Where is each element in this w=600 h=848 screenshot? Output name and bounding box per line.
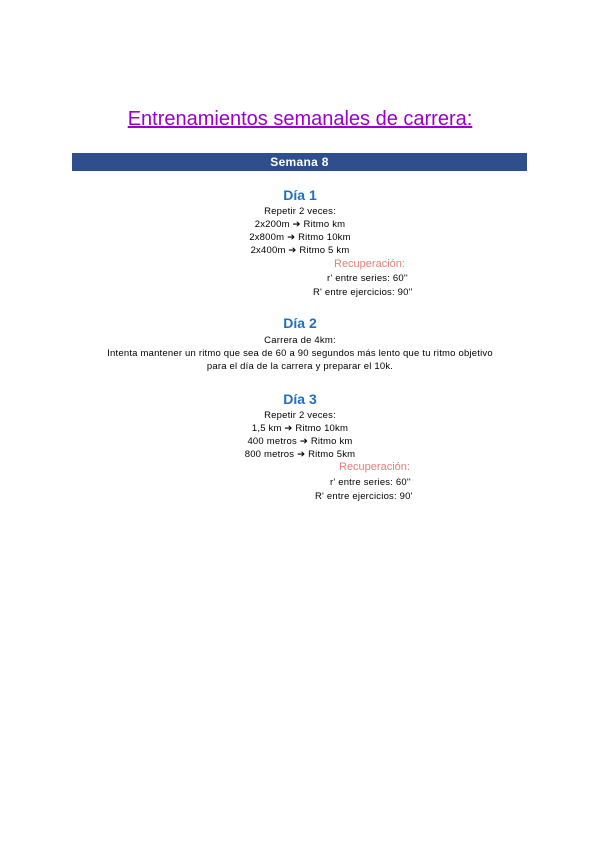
week-header: Semana 8 [72, 153, 527, 171]
day-3-line: 1,5 km ➔ Ritmo 10km [251, 423, 349, 434]
day-2-heading: Día 2 [283, 315, 317, 331]
day-2-line: Intenta mantener un ritmo que sea de 60 a 90 segundos más lento que tu ritmo objetivo [107, 348, 493, 359]
day-3-heading: Día 3 [283, 391, 317, 407]
day-2-line: para el día de la carrera y preparar el 10k. [206, 361, 394, 372]
day-1-line: 2x200m ➔ Ritmo km [254, 219, 346, 230]
day-1-heading: Día 1 [283, 187, 317, 203]
day-3-recovery-line: r' entre series: 60'' [330, 477, 411, 488]
day-3-recovery-line: R' entre ejercicios: 90' [315, 491, 413, 502]
day-1-recovery-line: R' entre ejercicios: 90'' [313, 287, 413, 298]
day-1-recovery-line: r' entre series: 60'' [327, 273, 408, 284]
page-title: Entrenamientos semanales de carrera: [127, 108, 473, 130]
day-3-line: 400 metros ➔ Ritmo km [247, 436, 353, 447]
day-3-recovery-label: Recuperación: [339, 461, 410, 473]
day-3-line: 800 metros ➔ Ritmo 5km [244, 449, 356, 460]
day-3-line: Repetir 2 veces: [264, 410, 336, 421]
day-1-line: Repetir 2 veces: [264, 206, 336, 217]
day-1-line: 2x400m ➔ Ritmo 5 km [250, 245, 350, 256]
day-1-line: 2x800m ➔ Ritmo 10km [249, 232, 351, 243]
day-1-recovery-label: Recuperación: [334, 258, 405, 270]
day-2-line: Carrera de 4km: [264, 335, 336, 346]
